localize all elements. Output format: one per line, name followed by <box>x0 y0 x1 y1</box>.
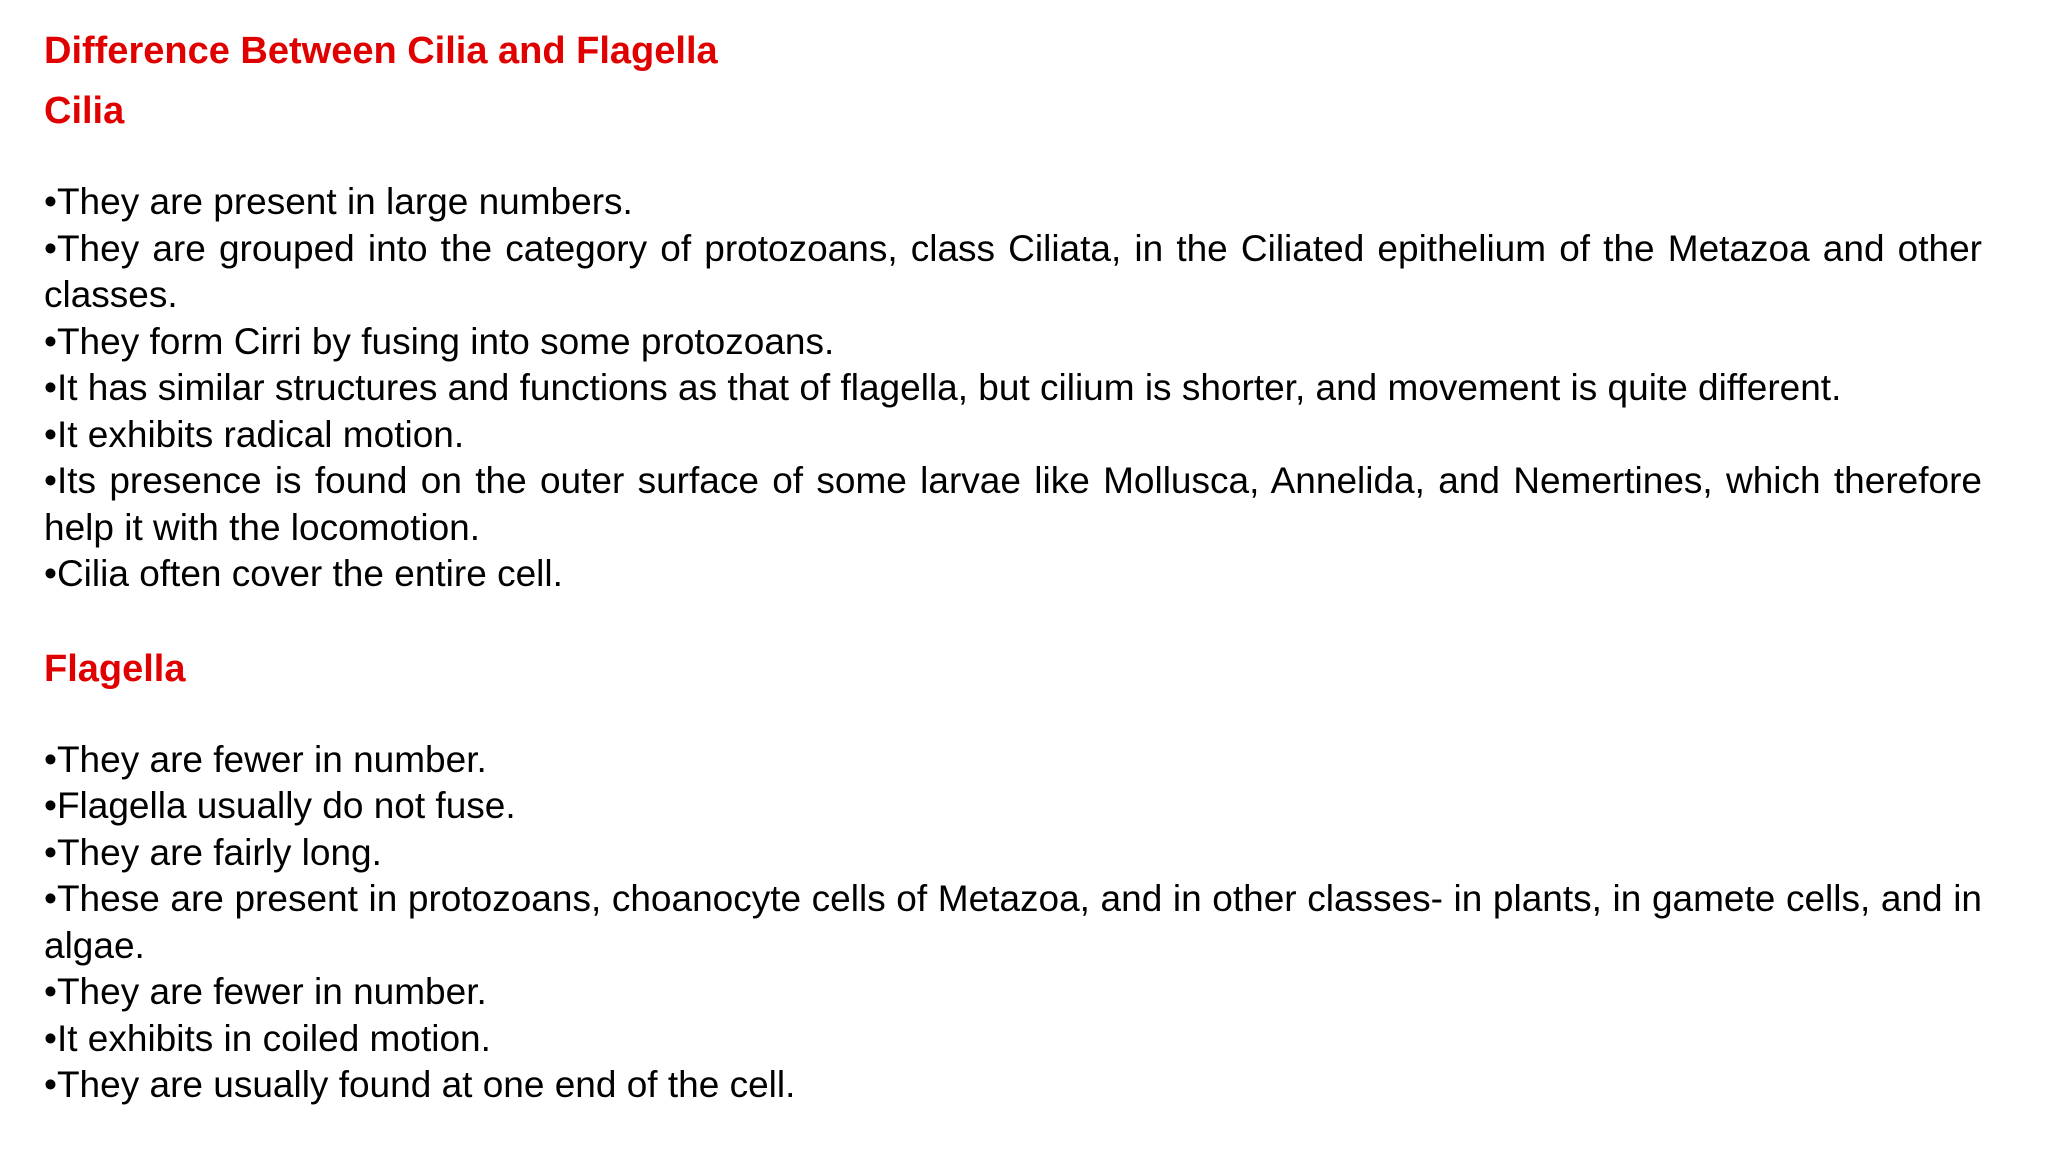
flagella-heading: Flagella <box>44 647 186 690</box>
list-item: •It has similar structures and functions as that of flagella, but cilium is shorter, and movement is quite different. <box>44 367 1842 408</box>
list-item: •They are grouped into the category of protozoans, class Ciliata, in the Ciliated epithelium of the Metazoa and other classes. <box>44 227 1982 315</box>
cilia-section <box>44 86 1982 598</box>
list-item: •They are present in large numbers. <box>44 181 633 222</box>
cilia-bullet-list <box>44 179 1982 598</box>
flagella-section <box>44 644 1982 1109</box>
list-item: •They form Cirri by fusing into some protozoans. <box>44 320 835 362</box>
list-item: •These are present in protozoans, choanocyte cells of Metazoa, and in other classes- in plants, in gamete cells, and in algae. <box>44 878 1982 966</box>
list-item: •It exhibits radical motion. <box>44 413 465 455</box>
list-item: •They are fewer in number. <box>44 738 487 780</box>
list-item: •Its presence is found on the outer surface of some larvae like Mollusca, Annelida, and Nemertines, which therefore help it with the locomotion. <box>44 460 1982 548</box>
list-item: •Cilia often cover the entire cell. <box>44 553 563 594</box>
list-item: •It exhibits in coiled motion. <box>44 1017 491 1059</box>
cilia-heading: Cilia <box>44 90 125 132</box>
list-item: •Flagella usually do not fuse. <box>44 785 516 826</box>
list-item: •They are usually found at one end of the cell. <box>44 1064 796 1105</box>
document-page <box>44 26 1982 1109</box>
list-item: •They are fewer in number. <box>44 971 487 1012</box>
flagella-bullet-list <box>44 737 1982 1109</box>
list-item: •They are fairly long. <box>44 831 382 873</box>
document-title: Difference Between Cilia and Flagella <box>44 30 718 72</box>
